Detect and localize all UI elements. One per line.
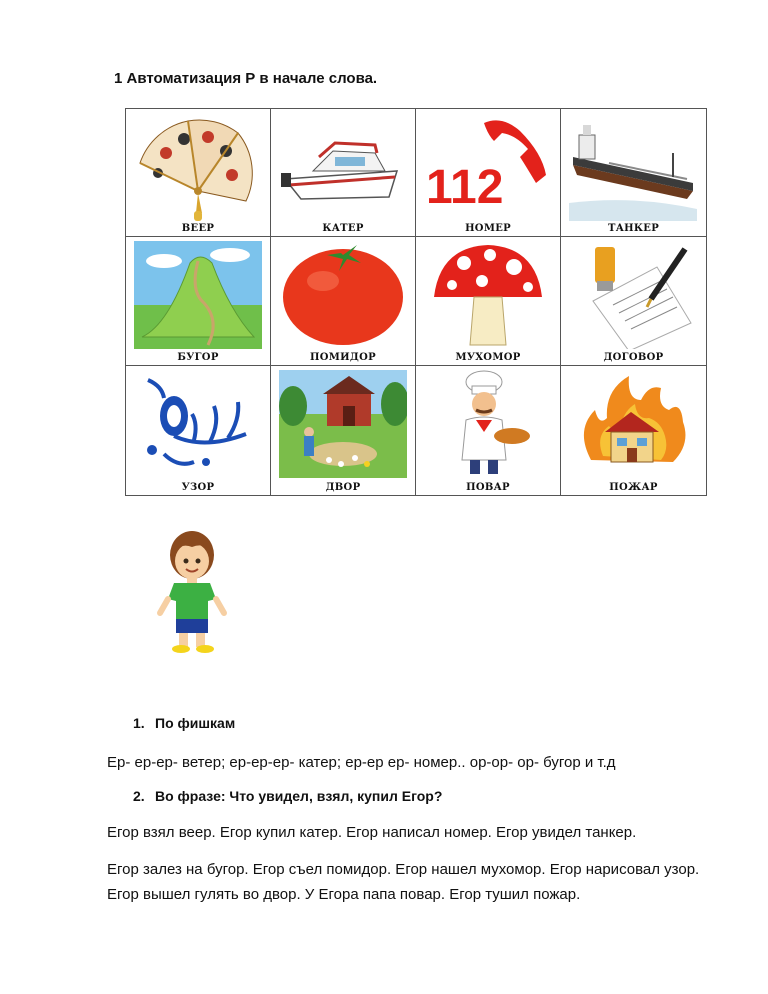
tomato-icon [279, 241, 407, 349]
boy-egor-illustration [150, 525, 235, 657]
card-dvor [271, 366, 416, 495]
card-tanker [561, 109, 706, 237]
list-item-title: Во фразе: Что увидел, взял, купил Егор? [155, 788, 443, 804]
contract-pen-icon [569, 241, 697, 349]
mushroom-icon [424, 241, 552, 349]
list-item-number: 1. [133, 715, 145, 731]
list-item-1 [133, 715, 235, 731]
card-caption: ДОГОВОР [603, 352, 664, 363]
card-bugor [126, 237, 271, 366]
card-caption: ПОМИДОР [310, 352, 376, 363]
list-item-2 [133, 788, 442, 804]
house-fire-icon [569, 370, 697, 478]
card-caption: УЗОР [181, 482, 215, 493]
tanker-ship-icon [569, 113, 697, 221]
card-caption: ВЕЕР [181, 223, 215, 234]
card-povar [416, 366, 561, 495]
hill-icon [134, 241, 262, 349]
phrase-paragraph-1: Егор взял веер. Егор купил катер. Егор написал номер. Егор увидел танкер. [107, 824, 637, 841]
card-nomer [416, 109, 561, 237]
card-muhomor [416, 237, 561, 366]
phrase-paragraph-2: Егор залез на бугор. Егор съел помидор. Егор нашел мухомор. Егор нарисовал узор. Егор вышел гулять во двор. У Егора папа повар. Егор тушил пожар. [107, 861, 700, 903]
card-veer [126, 109, 271, 237]
card-kater [271, 109, 416, 237]
card-caption: МУХОМОР [455, 352, 521, 363]
card-caption: ДВОР [325, 482, 361, 493]
pattern-icon [134, 370, 262, 478]
card-caption: ПОВАР [466, 482, 510, 493]
phone-number-icon [424, 113, 552, 221]
fan-icon [134, 113, 262, 221]
card-pozhar [561, 366, 706, 495]
syllables-paragraph: Ер- ер-ер- ветер; ер-ер-ер- катер; ер-ер ер- номер.. ор-ор- ор- бугор и т.д [107, 754, 616, 771]
card-dogovor [561, 237, 706, 366]
list-item-title: По фишкам [155, 715, 236, 731]
boat-icon [279, 113, 407, 221]
card-caption: ТАНКЕР [607, 223, 660, 234]
page-heading: 1 Автоматизация Р в начале слова. [114, 70, 378, 87]
card-caption: НОМЕР [465, 223, 511, 234]
card-caption: КАТЕР [322, 223, 364, 234]
card-uzor [126, 366, 271, 495]
card-pomidor [271, 237, 416, 366]
emergency-number: 112 [426, 161, 504, 214]
list-item-number: 2. [133, 788, 145, 804]
card-caption: ПОЖАР [609, 482, 658, 493]
picture-grid [125, 108, 707, 496]
cook-icon [424, 370, 552, 478]
card-caption: БУГОР [177, 352, 219, 363]
farmyard-icon [279, 370, 407, 478]
